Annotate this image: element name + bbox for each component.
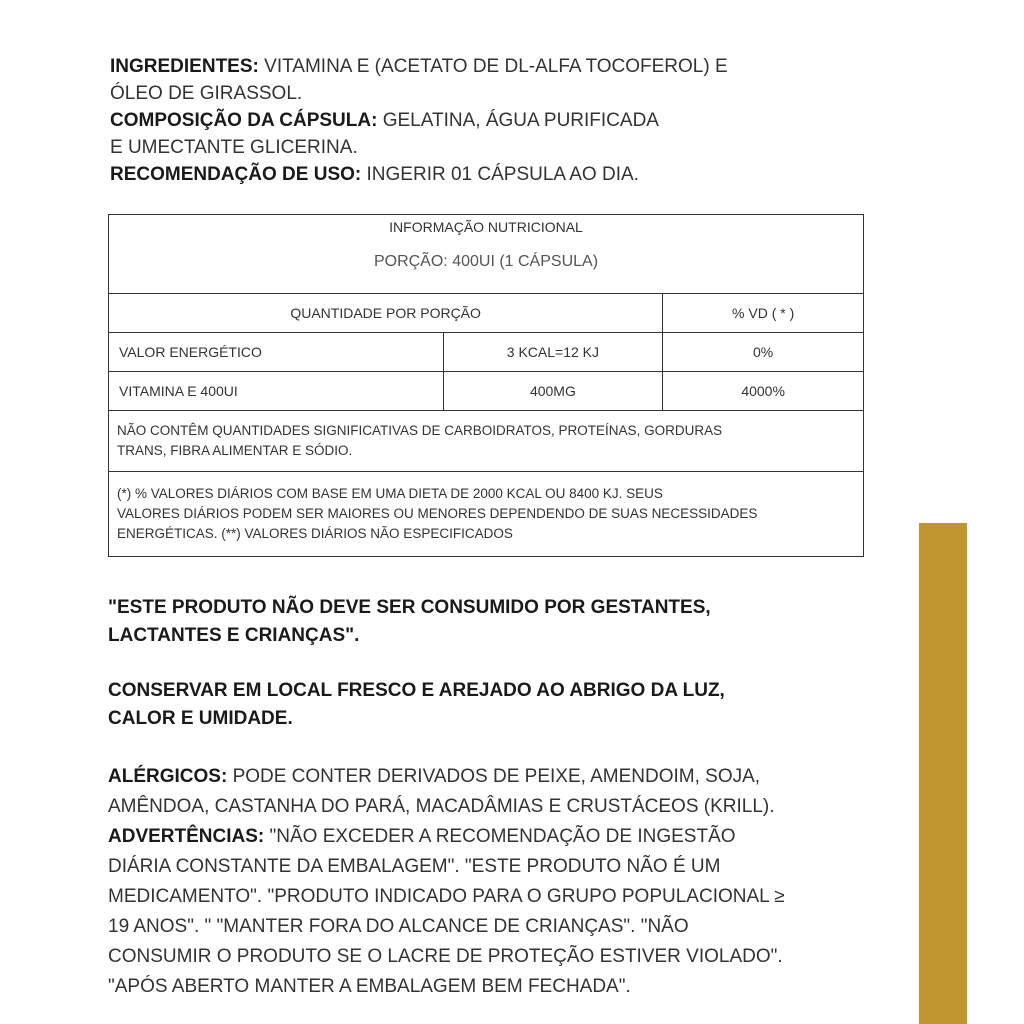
advertencias-label: ADVERTÊNCIAS: (108, 826, 265, 847)
accent-bar (919, 523, 967, 1024)
allergens-label: ALÉRGICOS: (108, 766, 228, 787)
advertencias-text: "NÃO EXCEDER A RECOMENDAÇÃO DE INGESTÃO (269, 826, 736, 847)
usage-text: INGERIR 01 CÁPSULA AO DIA. (366, 164, 639, 185)
advertencias-line (108, 822, 888, 852)
advertencias-text-cont: MEDICAMENTO". "PRODUTO INDICADO PARA O GRUPO POPULACIONAL ≥ (108, 886, 785, 907)
advertencias-text-cont: DIÁRIA CONSTANTE DA EMBALAGEM". "ESTE PRODUTO NÃO É UM (108, 856, 721, 877)
row-amount: 400MG (443, 372, 663, 411)
warning-line: LACTANTES E CRIANÇAS". (108, 625, 360, 646)
storage-warning (108, 677, 868, 733)
table-row (109, 333, 864, 372)
advertencias-text-cont: 19 ANOS". " "MANTER FORA DO ALCANCE DE CRIANÇAS". "NÃO (108, 916, 689, 937)
note-line: VALORES DIÁRIOS PODEM SER MAIORES OU MENORES DEPENDENDO DE SUAS NECESSIDADES (117, 506, 758, 521)
capsule-text-cont: E UMECTANTE GLICERINA. (110, 137, 358, 158)
nutrition-table (108, 214, 864, 557)
advertencias-text-cont: CONSUMIR O PRODUTO SE O LACRE DE PROTEÇÃO ESTIVER VIOLADO". (108, 946, 783, 967)
note-line: TRANS, FIBRA ALIMENTAR E SÓDIO. (117, 443, 353, 458)
warning-line: "ESTE PRODUTO NÃO DEVE SER CONSUMIDO POR GESTANTES, (108, 597, 711, 618)
usage-line (110, 161, 830, 188)
row-amount: 3 KCAL=12 KJ (443, 333, 663, 372)
ingredients-text: VITAMINA E (ACETATO DE DL-ALFA TOCOFEROL) E (264, 56, 728, 77)
allergens-text: PODE CONTER DERIVADOS DE PEIXE, AMENDOIM, SOJA, (232, 766, 761, 787)
nutrition-note-significant (109, 411, 864, 472)
capsule-line (110, 107, 830, 134)
nutrition-note-daily-values (109, 472, 864, 557)
capsule-label: COMPOSIÇÃO DA CÁPSULA: (110, 110, 378, 131)
warning-line: CONSERVAR EM LOCAL FRESCO E AREJADO AO ABRIGO DA LUZ, (108, 680, 725, 701)
row-vd: 4000% (663, 372, 864, 411)
capsule-text: GELATINA, ÁGUA PURIFICADA (382, 110, 659, 131)
note-line: (*) % VALORES DIÁRIOS COM BASE EM UMA DIETA DE 2000 KCAL OU 8400 KJ. SEUS (117, 486, 663, 501)
advertencias-text-cont: "APÓS ABERTO MANTER A EMBALAGEM BEM FECHADA". (108, 976, 631, 997)
pregnancy-warning (108, 594, 868, 650)
ingredients-section (110, 53, 830, 188)
ingredients-line (110, 53, 830, 80)
usage-label: RECOMENDAÇÃO DE USO: (110, 164, 362, 185)
row-vd: 0% (663, 333, 864, 372)
warning-line: CALOR E UMIDADE. (108, 708, 293, 729)
ingredients-label: INGREDIENTES: (110, 56, 259, 77)
row-name: VALOR ENERGÉTICO (109, 333, 444, 372)
allergens-text-cont: AMÊNDOA, CASTANHA DO PARÁ, MACADÂMIAS E CRUSTÁCEOS (KRILL). (108, 796, 775, 817)
allergens-line (108, 762, 888, 792)
allergens-section (108, 762, 888, 1002)
row-name: VITAMINA E 400UI (109, 372, 444, 411)
note-line: ENERGÉTICAS. (**) VALORES DIÁRIOS NÃO ESPECIFICADOS (117, 526, 513, 541)
table-row (109, 372, 864, 411)
note-line: NÃO CONTÊM QUANTIDADES SIGNIFICATIVAS DE CARBOIDRATOS, PROTEÍNAS, GORDURAS (117, 423, 723, 438)
nutrition-header (109, 215, 864, 294)
nutrition-portion: PORÇÃO: 400UI (1 CÁPSULA) (373, 253, 599, 270)
ingredients-text-cont: ÓLEO DE GIRASSOL. (110, 83, 303, 104)
col-quantity-header: QUANTIDADE POR PORÇÃO (109, 294, 663, 333)
col-vd-header: % VD ( * ) (663, 294, 864, 333)
nutrition-title: INFORMAÇÃO NUTRICIONAL (389, 219, 583, 235)
